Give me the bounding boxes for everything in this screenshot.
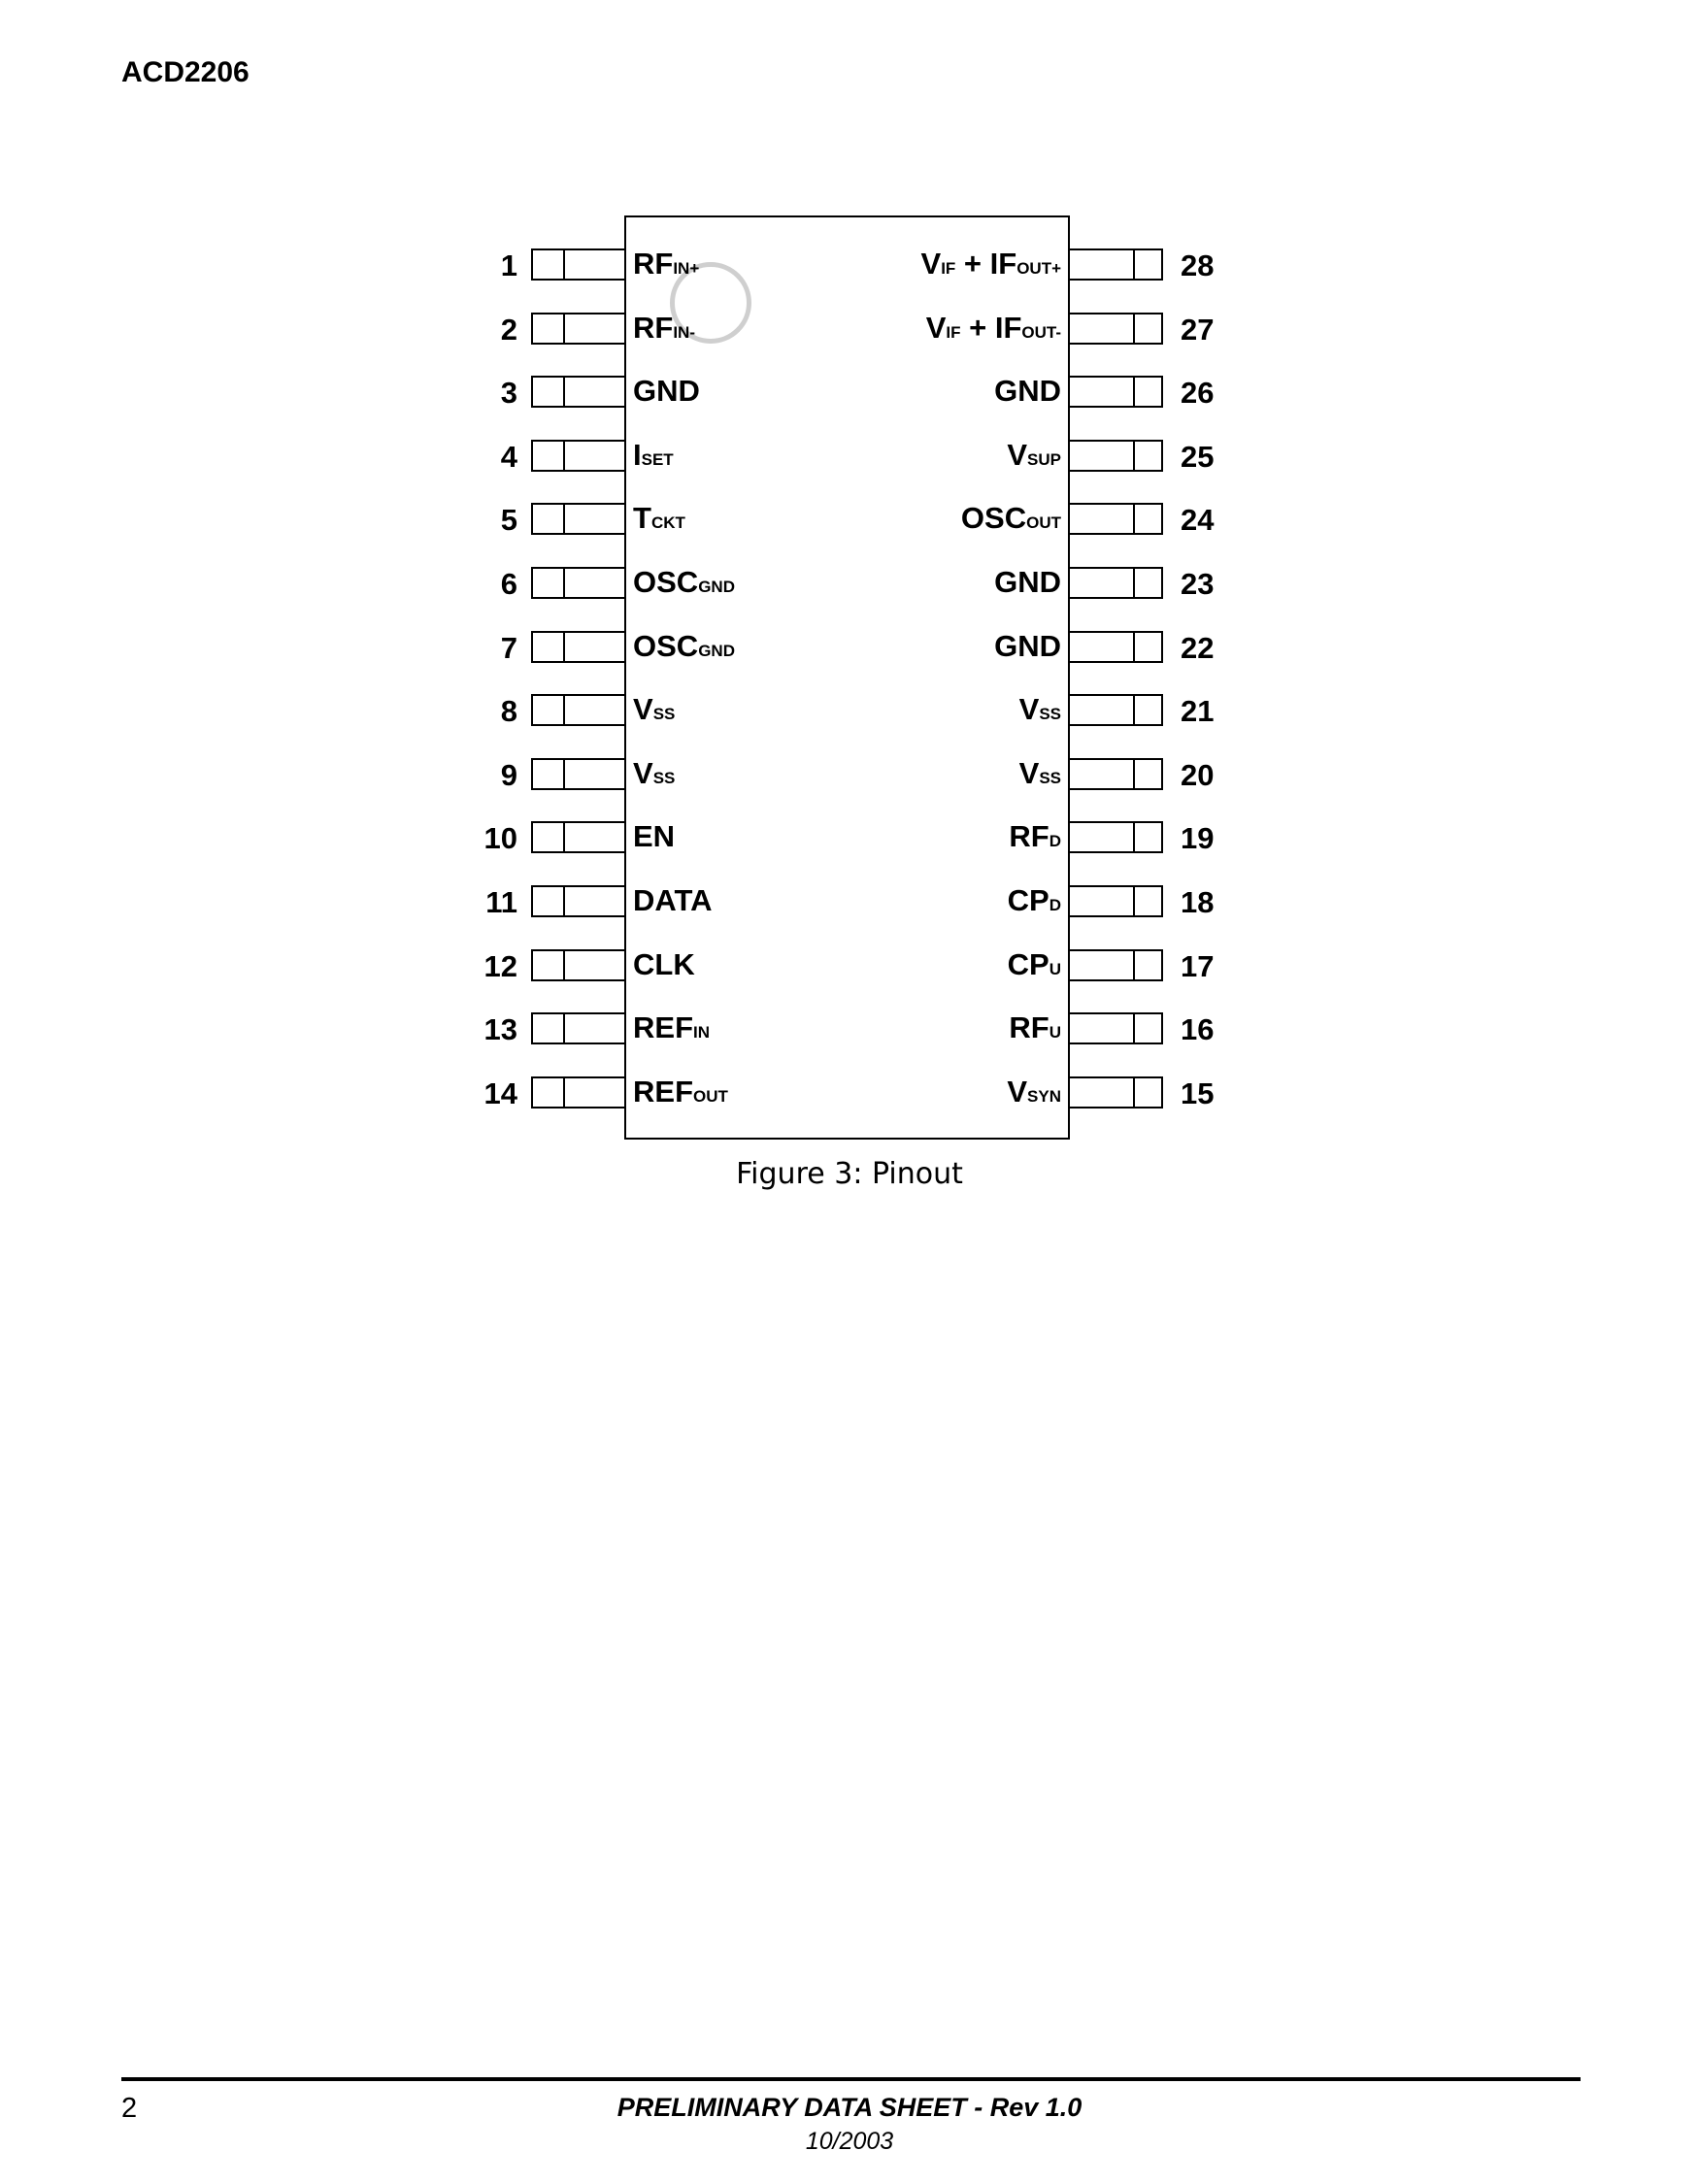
pin-name-base: RF (633, 310, 674, 345)
pin-lead-divider (1133, 314, 1135, 343)
pin-name-base: EN (633, 819, 676, 854)
pin-name-base: V (1007, 1074, 1028, 1109)
pin-lead-divider (1133, 951, 1135, 979)
pin-name-base: OSC (960, 501, 1027, 536)
pin-name-base: V (925, 310, 947, 345)
pin-name (633, 628, 735, 663)
pin-lead-left (531, 313, 626, 345)
pin-name (1007, 946, 1061, 981)
pin-name-base: CLK (633, 946, 695, 981)
pin-name-base: T (633, 501, 651, 536)
pin-name (1008, 885, 1061, 915)
pin-name-subscript: CKT (650, 513, 685, 533)
page-number: 2 (121, 2093, 138, 2124)
pin-number: 7 (500, 630, 517, 665)
pin-lead-right (1068, 694, 1163, 726)
pin-lead-right (1068, 885, 1163, 917)
pin-name-subscript: SET (641, 449, 674, 469)
pin-name (633, 692, 676, 727)
pin-lead-divider (1133, 1078, 1135, 1107)
pin-lead-left (531, 1076, 626, 1109)
pin-name (633, 374, 700, 409)
pin-lead-left (531, 694, 626, 726)
pin-name-subscript: SYN (1027, 1086, 1061, 1106)
pin-lead-right (1068, 376, 1163, 408)
pin-name (960, 501, 1061, 536)
pin-name-subscript: SS (1039, 768, 1061, 787)
pin-lead-divider (563, 760, 565, 788)
pin-name (1009, 1010, 1061, 1045)
footer-divider (121, 2077, 1581, 2081)
pin-number: 8 (500, 694, 517, 729)
pin-lead-right (1068, 1012, 1163, 1044)
pin-number: 2 (500, 312, 517, 347)
pin-name-subscript: D (1049, 832, 1061, 851)
pin-number: 12 (483, 948, 517, 983)
pin-lead-left (531, 631, 626, 663)
pin-name-subscript: IF (946, 322, 961, 342)
pin-name (633, 567, 735, 597)
footer-date: 10/2003 (805, 2128, 894, 2155)
pin-name (994, 567, 1061, 597)
pin-name (994, 628, 1061, 663)
pin-lead-divider (563, 505, 565, 533)
pin-number: 25 (1181, 439, 1215, 474)
pin-name (633, 755, 676, 790)
pin-name-base: V (1018, 755, 1040, 790)
pin-lead-left (531, 885, 626, 917)
pin-name-base: CP (1007, 946, 1049, 981)
pin-lead-divider (563, 569, 565, 597)
pin-name-base: GND (994, 565, 1061, 599)
pin-lead-divider (1133, 696, 1135, 724)
pin-name-base: + IF (960, 310, 1022, 345)
pin-name-subscript: GND (698, 641, 735, 660)
pin-number: 13 (483, 1012, 517, 1047)
pin-name (1018, 692, 1061, 727)
pin-name-subscript: GND (698, 578, 735, 596)
pin-name (1009, 819, 1061, 854)
pin-name-subscript: SS (652, 705, 676, 724)
pin-number: 22 (1181, 630, 1215, 665)
pin-number: 24 (1181, 503, 1215, 538)
pin-lead-divider (563, 633, 565, 661)
pin-lead-divider (1133, 569, 1135, 597)
pin-lead-divider (1133, 823, 1135, 851)
pin-name (1018, 755, 1061, 790)
pin-lead-left (531, 1012, 626, 1044)
pin-number: 10 (483, 821, 517, 856)
pin-lead-divider (563, 951, 565, 979)
pin-name-subscript: OUT (1026, 513, 1061, 533)
pin-name-subscript: IN+ (673, 259, 700, 278)
pin-name-subscript: SS (652, 768, 676, 787)
pin-name-subscript: SUP (1027, 449, 1061, 469)
pin-number: 19 (1181, 821, 1215, 856)
pin-number: 17 (1181, 948, 1215, 983)
pin-number: 26 (1181, 376, 1215, 411)
pin-lead-left (531, 821, 626, 853)
pin-name-subscript: OUT- (1021, 322, 1061, 342)
pin-name-base: REF (633, 1010, 693, 1045)
pin-lead-divider (563, 887, 565, 915)
pin-number: 11 (485, 885, 517, 919)
pin-lead-divider (563, 823, 565, 851)
pin-number: 21 (1181, 694, 1215, 729)
pin-lead-divider (1133, 378, 1135, 406)
pin-lead-divider (1133, 250, 1135, 279)
pin-number: 28 (1181, 248, 1215, 282)
pin-name (994, 374, 1061, 409)
pin-name-subscript: OUT (693, 1086, 728, 1106)
pin-name-base: V (633, 692, 653, 727)
footer-title: PRELIMINARY DATA SHEET - Rev 1.0 (616, 2093, 1083, 2122)
pin-name-base: V (633, 755, 653, 790)
pin-name-base: I (633, 437, 642, 472)
pin-lead-divider (563, 696, 565, 724)
pin-name-base: GND (633, 374, 700, 409)
pin-lead-right (1068, 567, 1163, 599)
pin-name-subscript: IF (941, 259, 956, 278)
pin-lead-right (1068, 503, 1163, 535)
pin-name-base: OSC (633, 565, 699, 599)
pin-name-base: V (920, 247, 942, 281)
pin-name (633, 501, 685, 536)
pin-number: 5 (500, 503, 517, 538)
pin-name (921, 248, 1062, 279)
pin-name (633, 946, 695, 981)
pin-number: 6 (500, 567, 517, 601)
pin-lead-left (531, 949, 626, 981)
pin-name-base: RF (1009, 1010, 1049, 1045)
pin-lead-divider (1133, 633, 1135, 661)
pin-lead-right (1068, 313, 1163, 345)
pin-lead-right (1068, 631, 1163, 663)
pin-lead-divider (563, 1014, 565, 1042)
pin-lead-left (531, 248, 626, 281)
ic-package-outline (624, 215, 1070, 1140)
pin-number: 27 (1181, 312, 1215, 347)
pin-number: 20 (1181, 757, 1215, 792)
pin-name-subscript: IN- (673, 322, 695, 342)
pin-name (633, 248, 699, 279)
pin-name-base: REF (633, 1074, 693, 1109)
pin-lead-left (531, 503, 626, 535)
pin-number: 4 (500, 439, 517, 474)
pin-name (633, 885, 713, 915)
pin-name (633, 1076, 728, 1107)
pin-lead-left (531, 758, 626, 790)
pin-lead-left (531, 440, 626, 472)
pin-name-base: OSC (633, 628, 699, 663)
pin-name-subscript: U (1049, 959, 1061, 978)
pin-name (633, 819, 676, 854)
pin-name-base: V (1007, 437, 1028, 472)
pin-name-base: GND (994, 628, 1061, 663)
pin-number: 16 (1181, 1012, 1215, 1047)
pin-lead-divider (563, 378, 565, 406)
pin-lead-right (1068, 440, 1163, 472)
pin-name-base: V (1018, 692, 1040, 727)
document-title: ACD2206 (121, 56, 250, 88)
pin-name (633, 310, 695, 345)
pin-number: 14 (483, 1075, 517, 1110)
pin-name-base: RF (1009, 819, 1049, 854)
pin-number: 15 (1181, 1075, 1215, 1110)
pin-lead-divider (1133, 760, 1135, 788)
pin-number: 18 (1181, 885, 1215, 919)
pin-lead-divider (563, 1078, 565, 1107)
pin-lead-divider (1133, 442, 1135, 470)
pin-name (925, 310, 1061, 345)
pin-name-base: DATA (633, 883, 713, 917)
pin-name (633, 1010, 710, 1045)
pin-lead-right (1068, 758, 1163, 790)
pin-name-base: GND (994, 374, 1061, 409)
pin-lead-right (1068, 1076, 1163, 1109)
pin-name (633, 437, 674, 472)
pin-name (1007, 437, 1061, 472)
pin-name-base: RF (633, 247, 674, 281)
pin-lead-divider (1133, 1014, 1135, 1042)
pin-lead-divider (563, 442, 565, 470)
figure-caption: Figure 3: Pinout (736, 1157, 963, 1191)
pin-lead-left (531, 567, 626, 599)
pin-name (1007, 1076, 1061, 1107)
pin-name-subscript: U (1049, 1023, 1061, 1042)
pin-number: 9 (500, 757, 517, 792)
pin-lead-divider (563, 314, 565, 343)
pin-lead-right (1068, 949, 1163, 981)
pin-name-base: CP (1007, 883, 1049, 917)
pin-name-subscript: IN (693, 1023, 710, 1042)
pin-lead-right (1068, 248, 1163, 281)
pin-name-subscript: OUT+ (1016, 259, 1061, 278)
pin-lead-divider (563, 250, 565, 279)
pin-number: 23 (1181, 567, 1215, 601)
pin-lead-divider (1133, 505, 1135, 533)
pin-number: 3 (500, 376, 517, 411)
pin-name-base: + IF (955, 247, 1017, 281)
pin-lead-divider (1133, 887, 1135, 915)
pin-name-subscript: SS (1039, 705, 1061, 724)
pin-lead-right (1068, 821, 1163, 853)
pin-number: 1 (500, 248, 517, 282)
pin-lead-left (531, 376, 626, 408)
pin-name-subscript: D (1049, 896, 1061, 914)
